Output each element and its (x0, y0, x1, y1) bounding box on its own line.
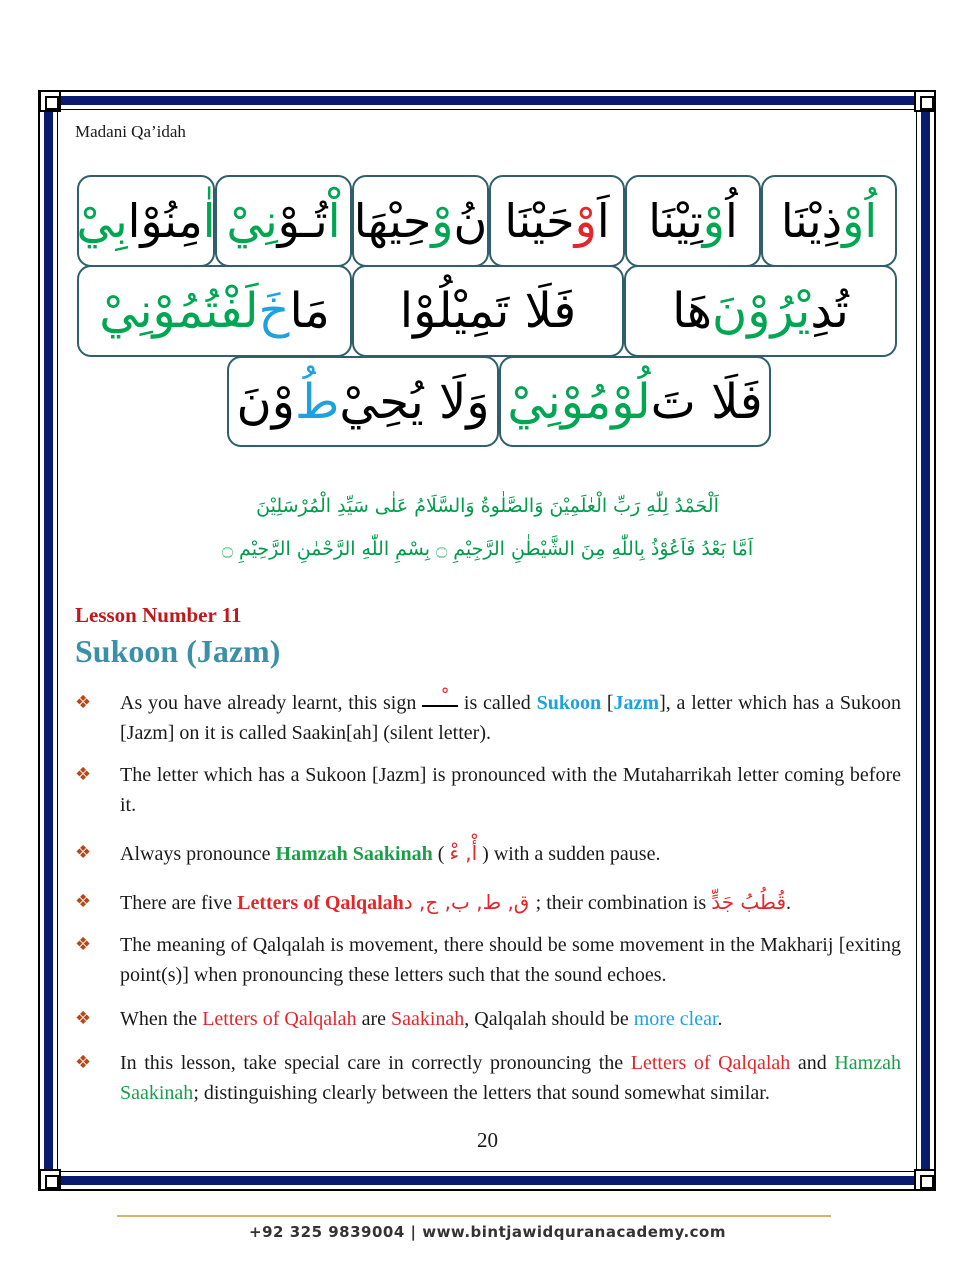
word-segment: اَ (596, 194, 610, 248)
bullet-item: ❖ The letter which has a Sukoon [Jazm] is pronounced with the Mutaharrikah letter coming before it. (75, 760, 901, 820)
word-segment: وْ (574, 194, 597, 248)
word-segment: تِيْنَا (648, 194, 703, 248)
word-segment: ذِيْنَا (780, 194, 843, 248)
bullet-item: ❖ As you have already learnt, this sign is called Sukoon [Jazm], a letter which has a Sukoon [Jazm] on it is called Saakin[ah] (silent letter). (75, 688, 901, 748)
corner-ornament-tr (914, 90, 936, 112)
word-segment: اُ (864, 194, 878, 248)
bullet-diamond-icon: ❖ (75, 842, 92, 863)
bullet-diamond-icon: ❖ (75, 891, 92, 912)
word-card (352, 175, 489, 267)
word-segment: وْنَ (236, 373, 295, 430)
word-segment: تُدِ (810, 283, 849, 339)
word-segment: طُ (294, 373, 340, 430)
running-header: Madani Qa’idah (75, 122, 186, 141)
dua-line-2: اَمَّا بَعْدُ فَاَعُوْذُ بِاللّٰهِ مِنَ الشَّيْطٰنِ الرَّجِيْمِ ۝ بِسْمِ اللّٰهِ الرَّحْمٰنِ الرَّحِيْمِ ۝ (221, 538, 754, 560)
word-card (352, 265, 624, 357)
word-segment: بِيْ (76, 194, 128, 248)
word-segment: خَ (258, 283, 290, 339)
word-segment: مِنُوْا (127, 194, 203, 248)
word-segment: نِيْ (226, 194, 278, 248)
bullet-diamond-icon: ❖ (75, 1052, 92, 1073)
word-segment: اْ (327, 194, 341, 248)
word-card (77, 265, 352, 357)
word-segment: لَفْتُمُوْنِيْ (99, 283, 259, 339)
word-card (499, 356, 771, 447)
word-segment: مُوْنِيْ (507, 373, 612, 430)
word-card (77, 175, 215, 267)
word-segment: مَا (289, 283, 330, 339)
lesson-bullets (75, 688, 901, 1108)
bullet-diamond-icon: ❖ (75, 764, 92, 785)
sukoon-sign (422, 691, 458, 707)
bullet-item: ❖ Always pronounce Hamzah Saakinah ( أْ, ءْ ) with a sudden pause. (75, 838, 901, 869)
word-segment: فَلَا تَ (650, 373, 763, 430)
word-segment: وْ (431, 194, 454, 248)
page-number: 20 (477, 1128, 498, 1152)
bullet-item: ❖ The meaning of Qalqalah is movement, there should be some movement in the Makharij [exiting point(s)] when pronouncing these letters such that the sound echoes. (75, 930, 901, 990)
bullet-item: ❖ In this lesson, take special care in correctly pronouncing the Letters of Qalqalah and Hamzah Saakinah; distinguishing clearly between the letters that sound somewhat similar. (75, 1048, 901, 1108)
corner-ornament-br (914, 1169, 936, 1191)
bullet-item: ❖ There are five Letters of Qalqalah ق, ط, ب, ج, د; their combination is قُطُبُ جَدٍّ. (75, 887, 901, 918)
word-card (227, 356, 499, 447)
word-card (624, 265, 897, 357)
word-card (761, 175, 897, 267)
bullet-diamond-icon: ❖ (75, 1008, 92, 1029)
word-segment: وْ (842, 194, 865, 248)
footer-contact: +92 325 9839004 | www.bintjawidquranacademy.com (249, 1223, 726, 1241)
bullet-item: ❖ When the Letters of Qalqalah are Saakinah, Qalqalah should be more clear. (75, 1004, 901, 1034)
word-segment: وَلَا يُحِيْ (339, 373, 490, 430)
lesson-title: Sukoon (Jazm) (75, 633, 281, 669)
word-segment: اُ (725, 194, 738, 248)
lesson-number: Lesson Number 11 (75, 603, 242, 627)
footer-divider (117, 1215, 831, 1217)
bullet-diamond-icon: ❖ (75, 692, 92, 713)
corner-ornament-bl (39, 1169, 61, 1191)
word-card (215, 175, 352, 267)
word-card (489, 175, 625, 267)
word-segment: حَيْنَا (504, 194, 575, 248)
word-segment: لُوْ (611, 373, 651, 430)
dua-line-1: اَلْحَمْدُ لِلّٰهِ رَبِّ الْعٰلَمِيْنَ وَالصَّلٰوةُ وَالسَّلَامُ عَلٰى سَيِّدِ الْمُرْسَلِيْنَ (256, 495, 719, 517)
corner-ornament-tl (39, 90, 61, 112)
word-card (625, 175, 761, 267)
bullet-diamond-icon: ❖ (75, 934, 92, 955)
word-segment: وْ (702, 194, 726, 248)
word-segment: اٰ (202, 194, 216, 248)
word-segment: نُ (453, 194, 488, 248)
word-segment: فَلَا تَمِيْلُوْا (399, 283, 577, 339)
word-segment: حِيْهَا (353, 194, 432, 248)
word-segment: يْرُوْنَ (712, 283, 811, 339)
word-segment: هَا (672, 283, 713, 339)
word-segment: تُـوْ (277, 194, 328, 248)
